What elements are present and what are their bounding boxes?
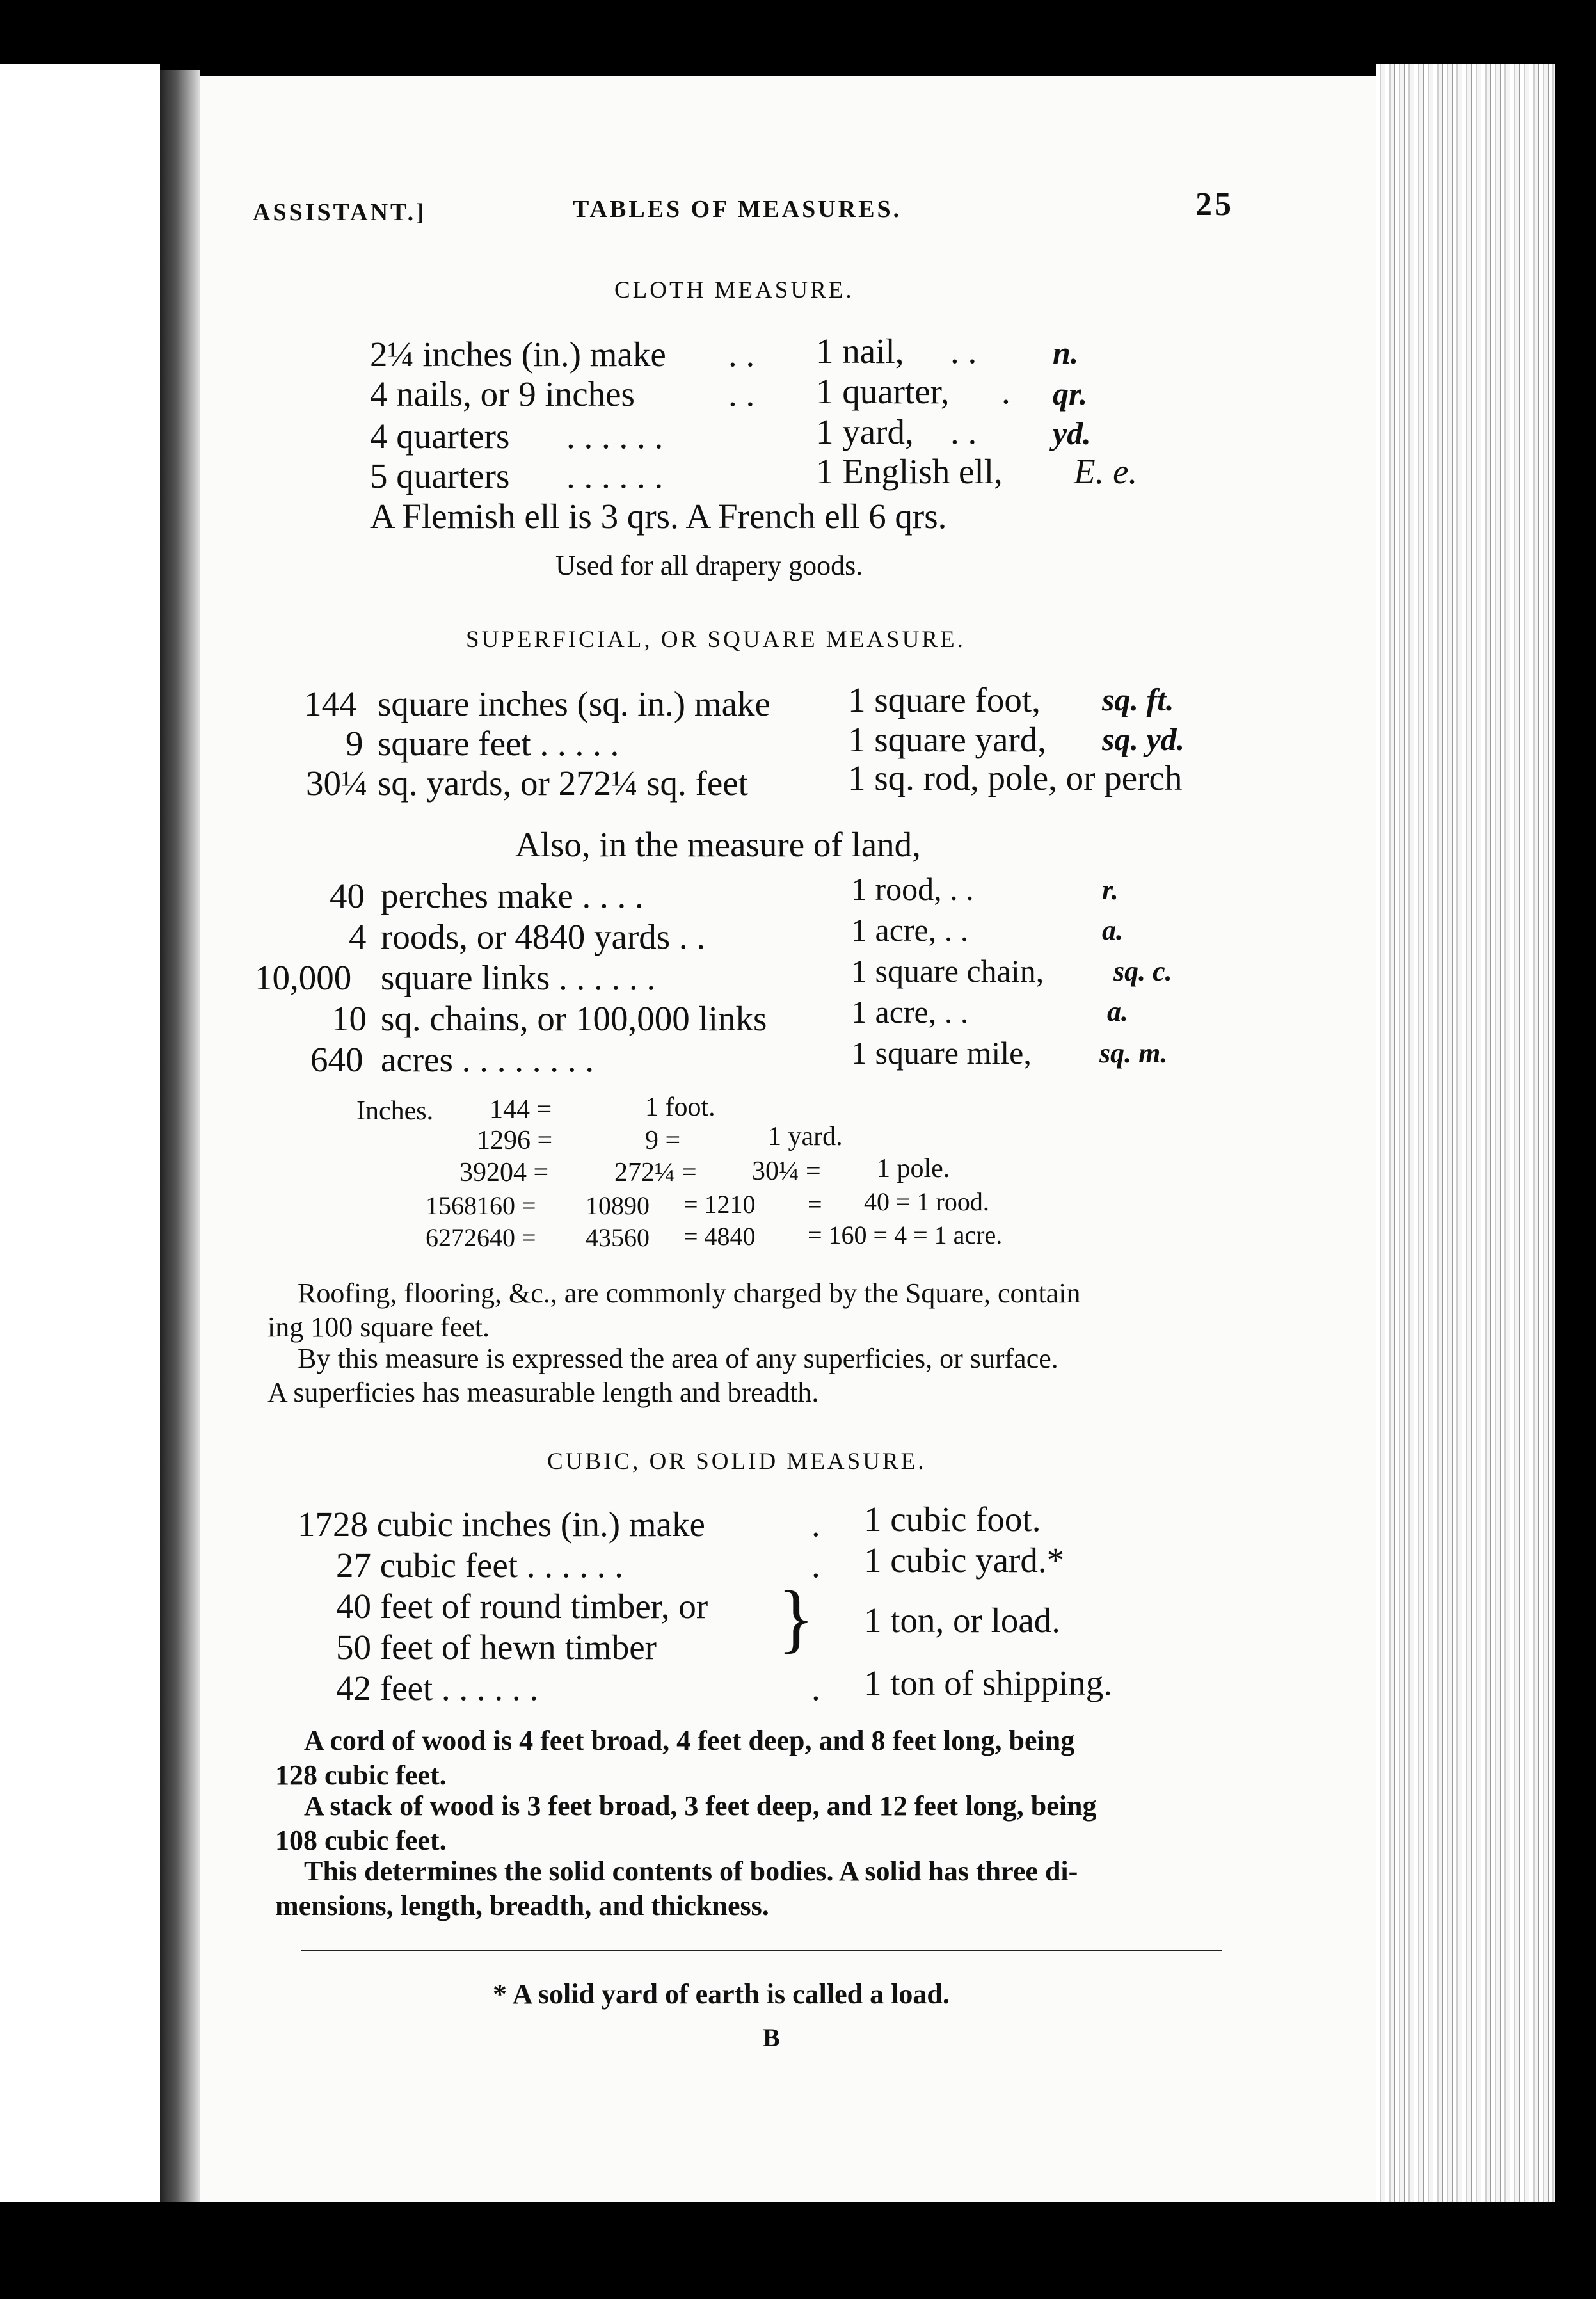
land-row-result: 1 rood, . . [851,871,974,907]
running-title: TABLES OF MEASURES. [573,196,902,223]
cubic-paragraph-2: A stack of wood is 3 feet broad, 3 feet deep, and 12 feet long, being [304,1790,1097,1822]
land-row-text: roods, or 4840 yards . . [381,917,706,956]
land-row-text: square links . . . . . . [381,958,656,997]
conv-cell: 272¼ = [614,1158,697,1187]
cubic-row-result: 1 cubic foot. [864,1500,1041,1539]
running-head-left: ASSISTANT.] [253,199,427,226]
page-edges [1376,64,1555,2202]
conv-cell: 144 = [490,1095,552,1125]
cloth-row-qty: 4 quarters [370,417,510,456]
conv-cell: 39204 = [459,1158,549,1187]
facing-page [0,64,160,2202]
cubic-paragraph-1-cont: 128 cubic feet. [275,1759,447,1791]
cubic-row-text: 27 cubic feet . . . . . . [336,1546,624,1585]
square-row-result: 1 square foot, [848,680,1041,719]
square-row-text: square inches (sq. in.) make [378,684,770,723]
cubic-paragraph-3-cont: mensions, length, breadth, and thickness. [275,1890,769,1921]
brace-glyph: } [778,1575,815,1660]
land-intro: Also, in the measure of land, [515,825,921,864]
square-row-num: 9 [346,724,363,763]
square-paragraph-2-cont: A superficies has measurable length and breadth. [267,1377,819,1408]
cubic-row-result: 1 ton, or load. [864,1601,1061,1640]
land-row-text: sq. chains, or 100,000 links [381,999,767,1038]
land-row-result: 1 square chain, [851,953,1044,989]
square-paragraph-1-cont: ing 100 square feet. [267,1311,490,1343]
cloth-row-dots2: . . [950,332,977,371]
cubic-row-result: 1 ton of shipping. [864,1663,1113,1702]
land-row-abbr: r. [1102,874,1119,906]
cubic-row-text: 1728 cubic inches (in.) make [298,1505,705,1544]
cloth-row-result: 1 English ell, [816,452,1003,491]
land-row-num: 10,000 [255,958,352,997]
cloth-row-result: 1 quarter, [816,372,950,411]
cubic-row-result: 1 cubic yard.* [864,1541,1065,1580]
cloth-row-abbr: n. [1053,335,1079,371]
cubic-paragraph-3: This determines the solid contents of bodies. A solid has three di- [304,1855,1078,1887]
conv-cell: = [808,1190,822,1219]
land-row-abbr: sq. m. [1099,1037,1168,1069]
signature-mark: B [763,2023,780,2052]
cloth-row-dots: . . [728,335,755,374]
cloth-row-dots: . . [728,374,755,413]
land-row-result: 1 square mile, [851,1035,1032,1071]
square-row-abbr: sq. yd. [1102,721,1185,757]
conv-cell: 6272640 = [426,1223,536,1252]
conv-cell: 10890 [586,1191,650,1220]
cloth-row-result: 1 nail, [816,332,904,371]
square-paragraph-1: Roofing, flooring, &c., are commonly charged by the Square, contain [298,1278,1081,1309]
cloth-row-dots2: . [1001,372,1010,411]
land-row-result: 1 acre, . . [851,912,969,948]
page-gutter [160,70,200,2202]
square-row-text: sq. yards, or 272¼ sq. feet [378,764,748,803]
cubic-row-dots: . [811,1546,820,1585]
square-row-result: 1 sq. rod, pole, or perch [848,758,1183,797]
cloth-row-dots: . . . . . . [566,417,664,456]
conv-cell: 30¼ = [752,1157,821,1186]
square-row-num: 144 [304,684,357,723]
page-number: 25 [1195,186,1234,223]
cloth-row-qty: 5 quarters [370,456,510,495]
square-row-num: 30¼ [306,764,368,803]
conv-cell: 9 = [645,1126,681,1155]
cloth-row-dots2: . . [950,412,977,451]
land-row-num: 4 [349,917,367,956]
conv-cell: 43560 [586,1223,650,1252]
cloth-row-abbr: E. e. [1074,452,1138,491]
land-row-num: 10 [331,999,367,1038]
conv-cell: 1568160 = [426,1191,536,1220]
cloth-row-dots: . . . . . . [566,456,664,495]
cloth-flemish-line: A Flemish ell is 3 qrs. A French ell 6 qrs. [370,497,947,536]
cloth-row-abbr: qr. [1053,376,1088,412]
cloth-row-abbr: yd. [1053,415,1091,451]
square-row-abbr: sq. ft. [1102,682,1174,717]
conv-cell: 40 = 1 rood. [864,1187,989,1216]
conv-cell: 1 foot. [645,1093,715,1122]
cubic-row-text: 42 feet . . . . . . [336,1669,539,1708]
conv-label: Inches. [356,1096,434,1126]
cubic-paragraph-1: A cord of wood is 4 feet broad, 4 feet deep, and 8 feet long, being [304,1725,1075,1756]
conv-cell: = 1210 [683,1190,756,1219]
cubic-row-dots: . [811,1669,820,1708]
cloth-row-result: 1 yard, [816,412,914,451]
land-row-abbr: a. [1107,996,1128,1027]
land-row-abbr: a. [1102,915,1123,946]
conv-cell: 1 yard. [768,1122,843,1151]
section-title-cubic: CUBIC, OR SOLID MEASURE. [547,1448,927,1475]
section-title-cloth: CLOTH MEASURE. [614,277,854,303]
land-row-num: 40 [330,876,365,915]
cloth-note: Used for all drapery goods. [555,550,863,581]
land-row-text: acres . . . . . . . . [381,1040,594,1079]
land-row-text: perches make . . . . [381,876,644,915]
cubic-row-text: 40 feet of round timber, or [336,1587,708,1626]
cubic-row-text: 50 feet of hewn timber [336,1628,657,1667]
land-row-num: 640 [310,1040,363,1079]
square-row-result: 1 square yard, [848,720,1047,759]
footnote: * A solid yard of earth is called a load. [493,1978,950,2010]
land-row-result: 1 acre, . . [851,994,969,1030]
cubic-paragraph-2-cont: 108 cubic feet. [275,1825,447,1856]
cloth-row-qty: 2¼ inches (in.) make [370,335,666,374]
square-row-text: square feet . . . . . [378,724,619,763]
cubic-row-dots: . [811,1505,820,1544]
conv-cell: 1296 = [477,1126,553,1155]
footnote-rule [301,1950,1222,1951]
square-paragraph-2: By this measure is expressed the area of any superficies, or surface. [298,1343,1058,1374]
cloth-row-qty: 4 nails, or 9 inches [370,374,635,413]
section-title-square: SUPERFICIAL, OR SQUARE MEASURE. [466,627,966,653]
conv-cell: = 4840 [683,1222,756,1251]
conv-cell: 1 pole. [877,1154,950,1183]
land-row-abbr: sq. c. [1113,956,1172,987]
conv-cell: = 160 = 4 = 1 acre. [808,1221,1003,1249]
